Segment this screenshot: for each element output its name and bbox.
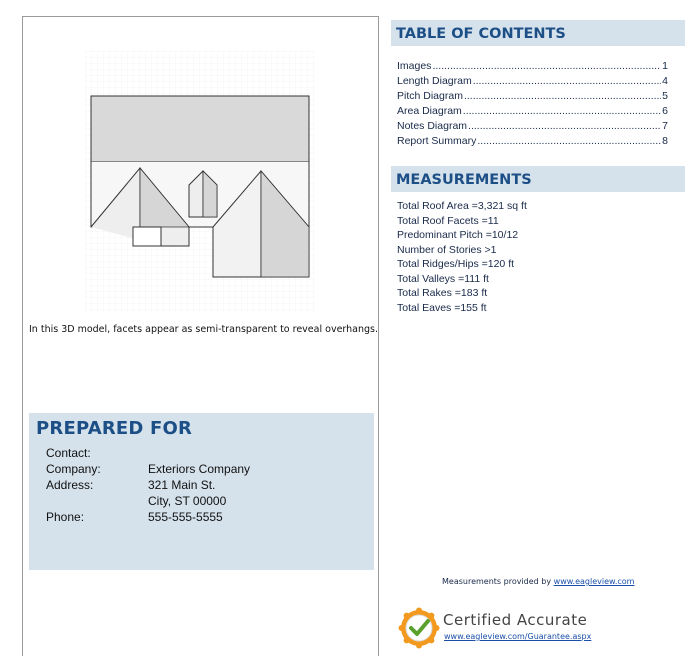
toc-page-number: 4 xyxy=(662,75,668,87)
toc-page-number: 6 xyxy=(662,105,668,117)
measurement-eaves: Total Eaves =155 ft xyxy=(397,301,487,314)
toc-item-report-summary[interactable] xyxy=(397,135,668,150)
certified-accurate-title: Certified Accurate xyxy=(443,611,588,629)
toc-item-images[interactable] xyxy=(397,60,668,75)
toc-item-label: Images xyxy=(397,60,432,72)
measurements-heading: MEASUREMENTS xyxy=(391,166,685,192)
provided-by-text: Measurements provided by xyxy=(442,577,554,586)
measurement-ridges-hips: Total Ridges/Hips =120 ft xyxy=(397,258,515,270)
measurement-stories: Number of Stories >1 xyxy=(397,243,497,256)
toc-item-label: Length Diagram xyxy=(397,75,472,87)
toc-leader-dots xyxy=(432,60,661,72)
toc-page-number: 1 xyxy=(662,60,668,72)
phone-label: Phone: xyxy=(46,510,85,524)
certified-seal-icon xyxy=(398,607,440,649)
prepared-for-box xyxy=(29,413,374,570)
toc-item-area-diagram[interactable] xyxy=(397,105,668,120)
measurement-roof-area: Total Roof Area =3,321 sq ft xyxy=(397,200,527,212)
measurement-rakes: Total Rakes =183 ft xyxy=(397,287,488,299)
toc-heading: TABLE OF CONTENTS xyxy=(391,20,685,46)
address-line2: City, ST 00000 xyxy=(148,494,227,508)
guarantee-link[interactable]: www.eagleview.com/Guarantee.aspx xyxy=(444,632,592,641)
toc-list xyxy=(397,60,668,150)
phone-value: 555-555-5555 xyxy=(148,510,223,524)
contact-label: Contact: xyxy=(46,446,91,460)
measurements-list xyxy=(397,200,527,316)
toc-leader-dots xyxy=(477,135,661,147)
company-label: Company: xyxy=(46,462,101,476)
toc-item-length-diagram[interactable] xyxy=(397,75,668,90)
toc-item-label: Pitch Diagram xyxy=(397,90,463,102)
measurements-provided-note xyxy=(442,577,634,586)
address-line1: 321 Main St. xyxy=(148,478,216,492)
measurement-predominant-pitch: Predominant Pitch =10/12 xyxy=(397,229,519,241)
toc-item-notes-diagram[interactable] xyxy=(397,120,668,135)
toc-page-number: 7 xyxy=(662,120,668,132)
toc-page-number: 5 xyxy=(662,90,668,102)
toc-item-pitch-diagram[interactable] xyxy=(397,90,668,105)
company-value: Exteriors Company xyxy=(148,462,251,476)
toc-leader-dots xyxy=(463,105,661,117)
toc-leader-dots xyxy=(473,75,661,87)
roof-3d-model-image xyxy=(85,51,315,313)
toc-item-label: Notes Diagram xyxy=(397,120,468,132)
address-label: Address: xyxy=(46,478,94,492)
eagleview-link[interactable]: www.eagleview.com xyxy=(553,577,635,586)
toc-page-number: 8 xyxy=(662,135,668,147)
model-caption: In this 3D model, facets appear as semi-transparent to reveal overhangs. xyxy=(29,324,379,335)
toc-item-label: Report Summary xyxy=(397,135,477,147)
toc-item-label: Area Diagram xyxy=(397,105,462,117)
measurement-valleys: Total Valleys =111 ft xyxy=(397,272,489,285)
measurement-roof-facets: Total Roof Facets =11 xyxy=(397,214,499,227)
report-cover-panel xyxy=(22,16,379,656)
toc-leader-dots xyxy=(468,120,661,132)
toc-leader-dots xyxy=(464,90,661,102)
prepared-for-title: PREPARED FOR xyxy=(36,418,193,439)
